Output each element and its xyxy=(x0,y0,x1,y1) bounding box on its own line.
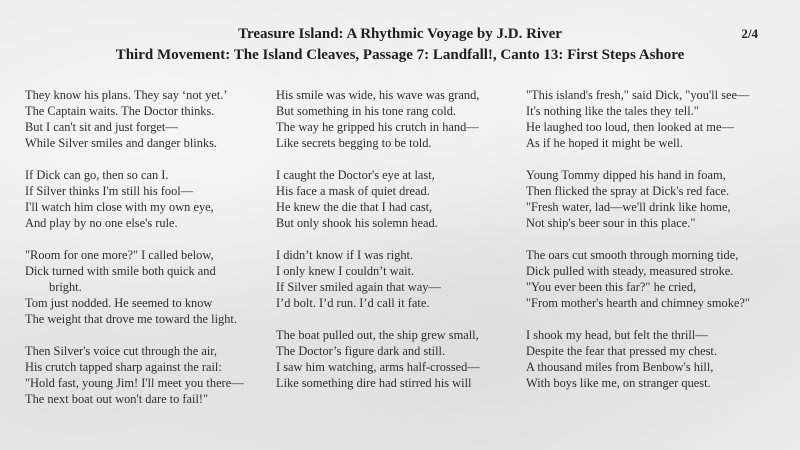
stanza xyxy=(276,87,526,151)
verse-line: "Room for one more?" I called below, xyxy=(25,248,214,262)
stanza xyxy=(526,87,786,151)
stanza xyxy=(526,167,786,231)
verse-line: But only shook his solemn head. xyxy=(276,216,438,230)
verse-line: The boat pulled out, the ship grew small, xyxy=(276,328,479,342)
verse-line: The Captain waits. The Doctor thinks. xyxy=(25,104,215,118)
verse-line: I’d bolt. I’d run. I’d call it fate. xyxy=(276,296,430,310)
book-title: Treasure Island: A Rhythmic Voyage by J.D. River xyxy=(238,26,562,42)
verse-line: If Silver thinks I'm still his fool— xyxy=(25,184,194,198)
poem-columns xyxy=(25,87,795,423)
page-header xyxy=(0,24,800,65)
verse-line: The way he gripped his crutch in hand— xyxy=(276,120,479,134)
stanza xyxy=(25,87,276,151)
verse-line: The oars cut smooth through morning tide, xyxy=(526,248,739,262)
stanza xyxy=(526,247,786,311)
verse-line: His face a mask of quiet dread. xyxy=(276,184,430,198)
poem-column-1 xyxy=(25,87,276,423)
stanza xyxy=(276,247,526,311)
verse-line: Despite the fear that pressed my chest. xyxy=(526,344,717,358)
verse-line-continuation: bright. xyxy=(49,280,82,294)
verse-line: I'll watch him close with my own eye, xyxy=(25,200,214,214)
verse-line: It's nothing like the tales they tell." xyxy=(526,104,699,118)
verse-line: I didn’t know if I was right. xyxy=(276,248,414,262)
verse-line: But I can't sit and just forget— xyxy=(25,120,178,134)
poem-column-2 xyxy=(276,87,526,423)
verse-line: With boys like me, on stranger quest. xyxy=(526,376,711,390)
verse-line: "You ever been this far?" he cried, xyxy=(526,280,697,294)
verse-line: Dick pulled with steady, measured stroke. xyxy=(526,264,734,278)
verse-line: If Dick can go, then so can I. xyxy=(25,168,169,182)
stanza xyxy=(25,167,276,231)
stanza xyxy=(526,327,786,391)
verse-line: "From mother's hearth and chimney smoke?" xyxy=(526,296,750,310)
verse-line: He laughed too loud, then looked at me— xyxy=(526,120,734,134)
verse-line: As if he hoped it might be well. xyxy=(526,136,683,150)
verse-line: I shook my head, but felt the thrill— xyxy=(526,328,708,342)
verse-line: While Silver smiles and danger blinks. xyxy=(25,136,218,150)
verse-line: I saw him watching, arms half-crossed— xyxy=(276,360,480,374)
stanza xyxy=(25,343,276,407)
verse-line: Tom just nodded. He seemed to know xyxy=(25,296,213,310)
stanza xyxy=(276,167,526,231)
verse-line: "Fresh water, lad—we'll drink like home, xyxy=(526,200,731,214)
verse-line: Young Tommy dipped his hand in foam, xyxy=(526,168,726,182)
verse-line: And play by no one else's rule. xyxy=(25,216,178,230)
verse-line: Like secrets begging to be told. xyxy=(276,136,432,150)
verse-line: Then flicked the spray at Dick's red face. xyxy=(526,184,730,198)
verse-line: I only knew I couldn’t wait. xyxy=(276,264,415,278)
page-indicator: 2/4 xyxy=(741,26,758,41)
verse-line: "This island's fresh," said Dick, "you'll see— xyxy=(526,88,750,102)
verse-line: His smile was wide, his wave was grand, xyxy=(276,88,480,102)
verse-line: The weight that drove me toward the light. xyxy=(25,312,237,326)
verse-line: The Doctor’s figure dark and still. xyxy=(276,344,446,358)
verse-line: He knew the die that I had cast, xyxy=(276,200,433,214)
verse-line: I caught the Doctor's eye at last, xyxy=(276,168,435,182)
verse-line: Then Silver's voice cut through the air, xyxy=(25,344,218,358)
verse-line: His crutch tapped sharp against the rail: xyxy=(25,360,222,374)
poem-column-3 xyxy=(526,87,786,423)
verse-line: A thousand miles from Benbow's hill, xyxy=(526,360,714,374)
verse-line: "Hold fast, young Jim! I'll meet you there— xyxy=(25,376,244,390)
verse-line: But something in his tone rang cold. xyxy=(276,104,456,118)
verse-line: Dick turned with smile both quick and xyxy=(25,264,216,278)
verse-line: Not ship's beer sour in this place." xyxy=(526,216,696,230)
verse-line: The next boat out won't dare to fail!" xyxy=(25,392,209,406)
verse-line: Like something dire had stirred his will xyxy=(276,376,472,390)
stanza xyxy=(276,327,526,391)
stanza xyxy=(25,247,276,327)
verse-line: They know his plans. They say ‘not yet.’ xyxy=(25,88,228,102)
section-subtitle: Third Movement: The Island Cleaves, Passage 7: Landfall!, Canto 13: First Steps Ashore xyxy=(115,47,685,63)
verse-line: If Silver smiled again that way— xyxy=(276,280,441,294)
